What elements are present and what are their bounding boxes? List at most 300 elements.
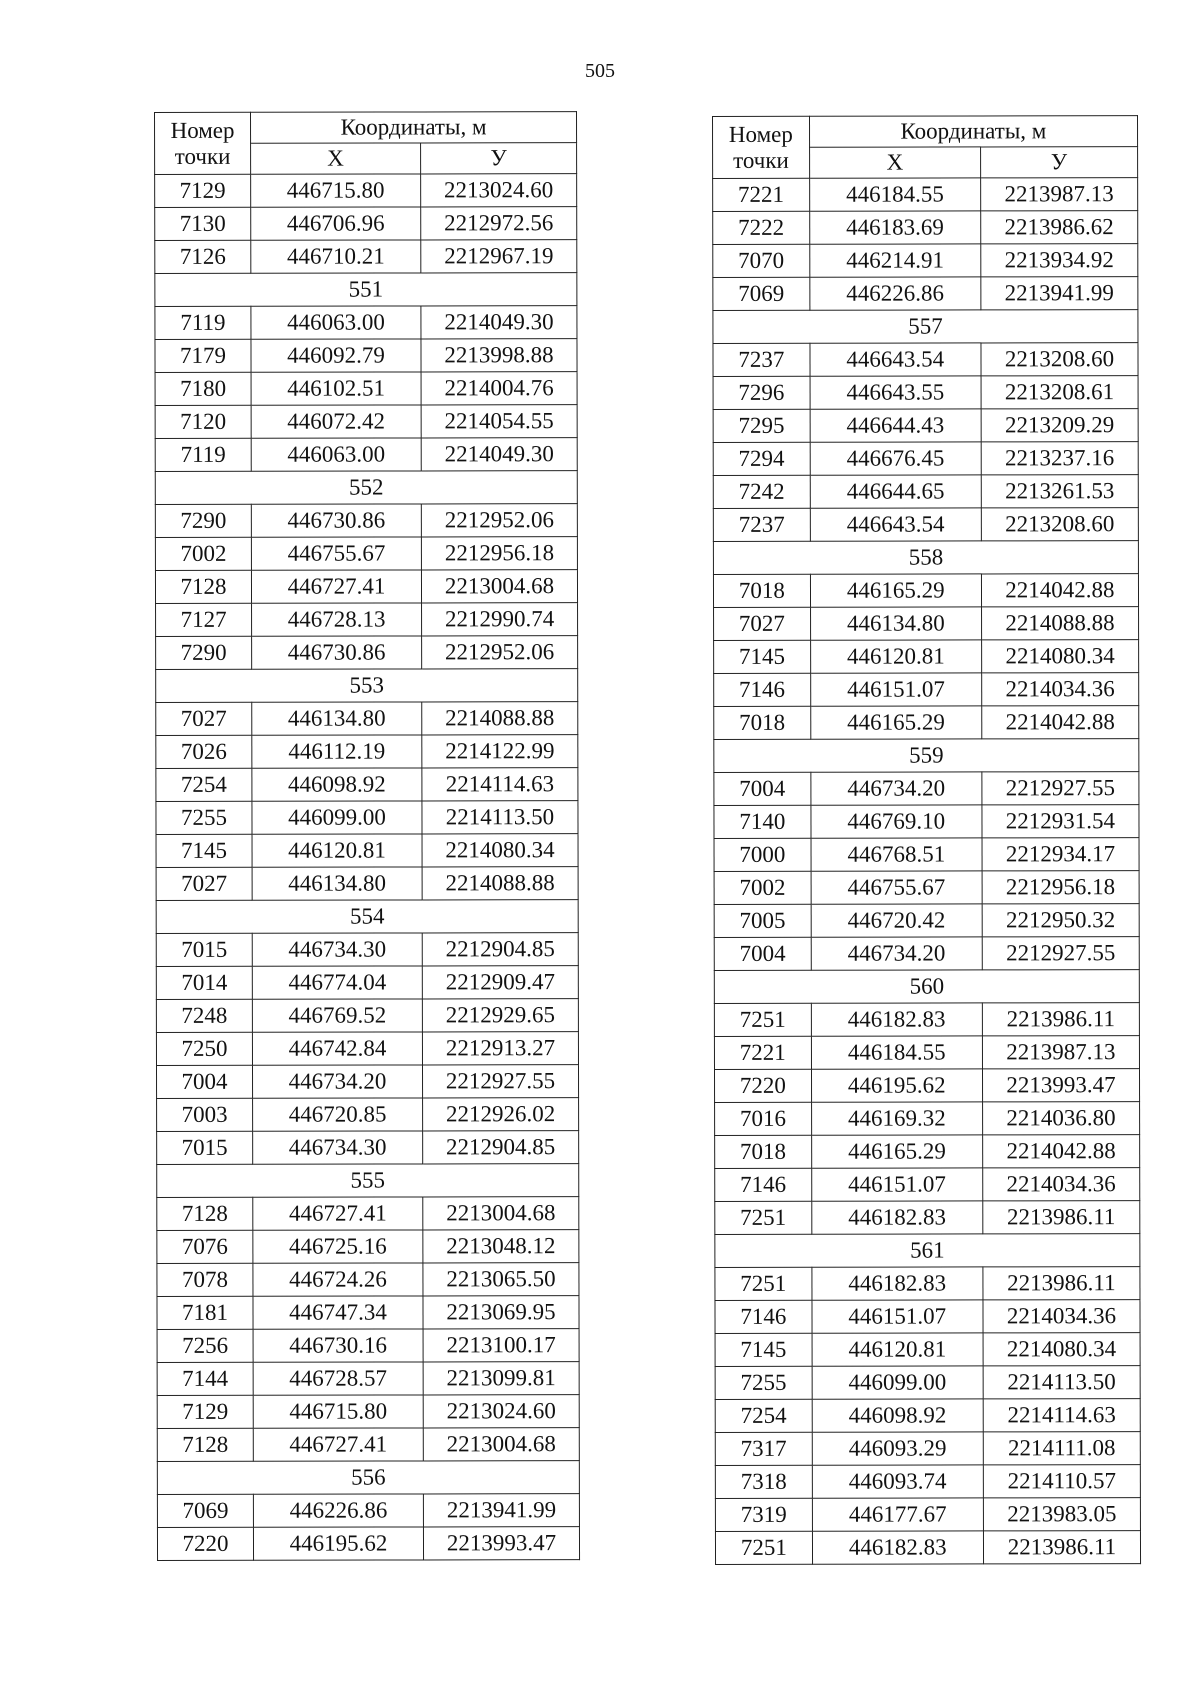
table-row <box>157 1395 579 1429</box>
y-coordinate-cell: 2214114.63 <box>422 768 578 801</box>
point-number-cell: 7119 <box>155 438 251 471</box>
section-number: 553 <box>156 669 578 703</box>
table-row <box>713 508 1138 542</box>
x-coordinate-cell: 446730.16 <box>253 1329 423 1362</box>
table-row <box>713 376 1138 410</box>
table-row <box>714 1036 1139 1070</box>
x-coordinate-cell: 446643.55 <box>810 376 981 409</box>
coordinates-table-left <box>154 111 580 1561</box>
table-row <box>156 636 578 670</box>
section-number: 555 <box>157 1164 579 1198</box>
table-row <box>713 178 1138 212</box>
x-coordinate-cell: 446676.45 <box>810 442 981 475</box>
x-coordinate-cell: 446102.51 <box>251 372 421 405</box>
table-row <box>715 1432 1140 1466</box>
section-row <box>713 541 1138 575</box>
point-number-cell: 7015 <box>157 1131 253 1164</box>
x-coordinate-cell: 446747.34 <box>253 1296 423 1329</box>
table-row <box>155 207 577 241</box>
table-row <box>156 768 578 802</box>
point-number-cell: 7000 <box>714 838 811 871</box>
x-coordinate-cell: 446184.55 <box>809 178 980 211</box>
x-coordinate-cell: 446099.00 <box>252 801 422 834</box>
x-coordinate-cell: 446768.51 <box>811 838 982 871</box>
section-row <box>714 739 1139 773</box>
section-number: 561 <box>715 1234 1140 1268</box>
table-row <box>156 1065 578 1099</box>
point-number-cell: 7220 <box>157 1527 253 1560</box>
x-coordinate-cell: 446151.07 <box>811 1168 982 1201</box>
point-number-cell: 7014 <box>156 966 252 999</box>
y-coordinate-cell: 2212927.55 <box>982 937 1139 970</box>
table-row <box>157 1263 579 1297</box>
y-coordinate-cell: 2213941.99 <box>981 277 1138 310</box>
x-coordinate-cell: 446169.32 <box>811 1102 982 1135</box>
section-number: 560 <box>714 970 1139 1004</box>
x-coordinate-cell: 446151.07 <box>812 1300 983 1333</box>
table-row <box>156 834 578 868</box>
table-row <box>157 1197 579 1231</box>
y-coordinate-cell: 2213987.13 <box>982 1036 1139 1069</box>
table-row <box>157 1296 579 1330</box>
table-row <box>155 339 577 373</box>
table-row <box>156 603 578 637</box>
y-coordinate-cell: 2213100.17 <box>423 1329 579 1362</box>
point-number-cell: 7237 <box>713 343 810 376</box>
y-coordinate-cell: 2212956.18 <box>421 537 577 570</box>
x-coordinate-cell: 446063.00 <box>251 438 421 471</box>
x-coordinate-cell: 446134.80 <box>810 607 981 640</box>
table-row <box>155 174 577 208</box>
point-number-cell: 7004 <box>714 772 811 805</box>
y-coordinate-cell: 2214042.88 <box>982 706 1139 739</box>
point-number-cell: 7004 <box>156 1065 252 1098</box>
y-coordinate-cell: 2214122.99 <box>422 735 578 768</box>
x-coordinate-cell: 446734.30 <box>252 933 422 966</box>
x-coordinate-cell: 446644.65 <box>810 475 981 508</box>
table-row <box>714 1003 1139 1037</box>
point-number-cell: 7078 <box>157 1263 253 1296</box>
table-row <box>156 999 578 1033</box>
table-row <box>715 1201 1140 1235</box>
x-coordinate-cell: 446112.19 <box>252 735 422 768</box>
section-number: 557 <box>713 310 1138 344</box>
point-number-cell: 7018 <box>714 706 811 739</box>
point-number-cell: 7015 <box>156 933 252 966</box>
point-number-cell: 7220 <box>714 1069 811 1102</box>
y-coordinate-cell: 2212904.85 <box>422 933 578 966</box>
point-number-cell: 7251 <box>715 1201 812 1234</box>
y-coordinate-cell: 2214034.36 <box>983 1168 1140 1201</box>
y-coordinate-cell: 2213024.60 <box>421 174 577 207</box>
x-coordinate-cell: 446182.83 <box>811 1201 982 1234</box>
x-coordinate-cell: 446165.29 <box>810 706 981 739</box>
y-coordinate-cell: 2213986.11 <box>983 1267 1140 1300</box>
point-number-cell: 7145 <box>715 1333 812 1366</box>
point-number-cell: 7179 <box>155 339 251 372</box>
table-row <box>155 438 577 472</box>
x-coordinate-cell: 446177.67 <box>812 1498 983 1531</box>
point-number-cell: 7128 <box>155 570 251 603</box>
y-coordinate-cell: 2214111.08 <box>983 1432 1140 1465</box>
y-coordinate-cell: 2214088.88 <box>422 867 578 900</box>
table-row <box>155 240 577 274</box>
x-coordinate-cell: 446226.86 <box>810 277 981 310</box>
section-number: 552 <box>155 471 577 505</box>
y-header: У <box>421 143 577 174</box>
x-coordinate-cell: 446182.83 <box>812 1531 983 1564</box>
table-row <box>155 504 577 538</box>
point-number-cell: 7129 <box>155 174 251 207</box>
x-coordinate-cell: 446728.13 <box>252 603 422 636</box>
y-coordinate-cell: 2213986.11 <box>983 1531 1140 1564</box>
point-number-cell: 7120 <box>155 405 251 438</box>
table-row <box>715 1135 1140 1169</box>
y-coordinate-cell: 2213208.61 <box>981 376 1138 409</box>
point-number-cell: 7255 <box>715 1366 812 1399</box>
point-number-cell: 7237 <box>713 508 810 541</box>
point-number-cell: 7146 <box>715 1168 812 1201</box>
section-row <box>713 310 1138 344</box>
y-coordinate-cell: 2213237.16 <box>981 442 1138 475</box>
table-row <box>713 211 1138 245</box>
point-number-cell: 7181 <box>157 1296 253 1329</box>
point-number-cell: 7130 <box>155 207 251 240</box>
x-coordinate-cell: 446093.74 <box>812 1465 983 1498</box>
y-coordinate-cell: 2214034.36 <box>982 673 1139 706</box>
y-coordinate-cell: 2213004.68 <box>423 1428 579 1461</box>
point-number-cell: 7251 <box>714 1003 811 1036</box>
section-number: 559 <box>714 739 1139 773</box>
y-coordinate-cell: 2214110.57 <box>983 1465 1140 1498</box>
y-coordinate-cell: 2212909.47 <box>422 966 578 999</box>
x-coordinate-cell: 446742.84 <box>252 1032 422 1065</box>
table-row <box>715 1267 1140 1301</box>
x-coordinate-cell: 446092.79 <box>251 339 421 372</box>
point-number-cell: 7018 <box>713 574 810 607</box>
y-coordinate-cell: 2213024.60 <box>423 1395 579 1428</box>
y-coordinate-cell: 2213993.47 <box>423 1527 579 1560</box>
section-row <box>714 970 1139 1004</box>
y-coordinate-cell: 2213934.92 <box>981 244 1138 277</box>
table-row <box>715 1102 1140 1136</box>
x-coordinate-cell: 446099.00 <box>812 1366 983 1399</box>
point-number-cell: 7318 <box>715 1465 812 1498</box>
x-coordinate-cell: 446715.80 <box>253 1395 423 1428</box>
x-coordinate-cell: 446727.41 <box>251 570 421 603</box>
point-number-cell: 7145 <box>156 834 252 867</box>
point-number-cell: 7296 <box>713 376 810 409</box>
point-number-cell: 7251 <box>715 1531 812 1564</box>
y-coordinate-cell: 2212990.74 <box>422 603 578 636</box>
table-row <box>714 805 1139 839</box>
section-number: 556 <box>157 1461 579 1495</box>
x-coordinate-cell: 446165.29 <box>811 1135 982 1168</box>
y-coordinate-cell: 2213986.11 <box>983 1201 1140 1234</box>
y-coordinate-cell: 2212956.18 <box>982 871 1139 904</box>
point-number-cell: 7295 <box>713 409 810 442</box>
x-coordinate-cell: 446643.54 <box>810 343 981 376</box>
point-number-cell: 7004 <box>714 937 811 970</box>
table-row <box>715 1531 1140 1565</box>
y-coordinate-cell: 2213209.29 <box>981 409 1138 442</box>
table-row <box>713 244 1138 278</box>
point-number-cell: 7128 <box>157 1428 253 1461</box>
coordinates-header: Координаты, м <box>251 112 577 144</box>
y-coordinate-cell: 2213208.60 <box>981 343 1138 376</box>
y-coordinate-cell: 2212926.02 <box>423 1098 579 1131</box>
x-header: X <box>251 143 421 174</box>
x-coordinate-cell: 446734.20 <box>811 772 982 805</box>
point-number-cell: 7003 <box>157 1098 253 1131</box>
table-row <box>713 442 1138 476</box>
x-coordinate-cell: 446734.30 <box>253 1131 423 1164</box>
table-row <box>714 772 1139 806</box>
point-number-cell: 7290 <box>155 504 251 537</box>
y-coordinate-cell: 2213983.05 <box>983 1498 1140 1531</box>
section-number: 558 <box>713 541 1138 575</box>
y-coordinate-cell: 2213004.68 <box>421 570 577 603</box>
point-number-cell: 7221 <box>714 1036 811 1069</box>
point-number-cell: 7016 <box>715 1102 812 1135</box>
x-coordinate-cell: 446214.91 <box>809 244 980 277</box>
point-number-cell: 7242 <box>713 475 810 508</box>
section-row <box>715 1234 1140 1268</box>
point-number-cell: 7254 <box>156 768 252 801</box>
point-number-cell: 7018 <box>715 1135 812 1168</box>
x-coordinate-cell: 446715.80 <box>251 174 421 207</box>
table-row <box>714 838 1139 872</box>
y-coordinate-cell: 2214004.76 <box>421 372 577 405</box>
x-coordinate-cell: 446226.86 <box>253 1494 423 1527</box>
table-row <box>715 1366 1140 1400</box>
x-coordinate-cell: 446195.62 <box>253 1527 423 1560</box>
point-number-cell: 7128 <box>157 1197 253 1230</box>
x-coordinate-cell: 446063.00 <box>251 306 421 339</box>
x-coordinate-cell: 446730.86 <box>252 636 422 669</box>
y-coordinate-cell: 2212972.56 <box>421 207 577 240</box>
y-coordinate-cell: 2214080.34 <box>981 640 1138 673</box>
point-number-cell: 7126 <box>155 240 251 273</box>
x-coordinate-cell: 446727.41 <box>253 1428 423 1461</box>
right-table-body <box>713 178 1141 1565</box>
y-coordinate-cell: 2213208.60 <box>981 508 1138 541</box>
y-coordinate-cell: 2214114.63 <box>983 1399 1140 1432</box>
x-coordinate-cell: 446093.29 <box>812 1432 983 1465</box>
table-row <box>713 277 1138 311</box>
section-row <box>157 1164 579 1198</box>
y-coordinate-cell: 2213099.81 <box>423 1362 579 1395</box>
table-row <box>713 574 1138 608</box>
table-row <box>715 1168 1140 1202</box>
y-coordinate-cell: 2212913.27 <box>422 1032 578 1065</box>
y-coordinate-cell: 2214080.34 <box>983 1333 1140 1366</box>
y-coordinate-cell: 2212927.55 <box>422 1065 578 1098</box>
y-coordinate-cell: 2212952.06 <box>421 504 577 537</box>
table-row <box>157 1494 579 1528</box>
y-coordinate-cell: 2213998.88 <box>421 339 577 372</box>
table-row <box>715 1465 1140 1499</box>
x-coordinate-cell: 446165.29 <box>810 574 981 607</box>
point-number-cell: 7221 <box>713 178 810 211</box>
point-number-cell: 7146 <box>714 673 811 706</box>
point-number-cell: 7319 <box>715 1498 812 1531</box>
y-coordinate-cell: 2213987.13 <box>980 178 1137 211</box>
left-table-body <box>155 174 580 1561</box>
point-header-line2: точки <box>733 147 789 173</box>
table-row <box>714 937 1139 971</box>
table-row <box>715 1399 1140 1433</box>
point-number-cell: 7251 <box>715 1267 812 1300</box>
x-coordinate-cell: 446730.86 <box>251 504 421 537</box>
point-number-cell: 7146 <box>715 1300 812 1333</box>
section-row <box>155 471 577 505</box>
y-coordinate-cell: 2214049.30 <box>421 438 577 471</box>
point-number-cell: 7027 <box>714 607 811 640</box>
table-row <box>156 933 578 967</box>
x-coordinate-cell: 446769.10 <box>811 805 982 838</box>
table-row <box>714 640 1139 674</box>
coordinates-header: Координаты, м <box>809 116 1137 148</box>
point-number-cell: 7140 <box>714 805 811 838</box>
x-coordinate-cell: 446643.54 <box>810 508 981 541</box>
x-coordinate-cell: 446072.42 <box>251 405 421 438</box>
x-coordinate-cell: 446706.96 <box>251 207 421 240</box>
y-header: У <box>980 147 1137 178</box>
section-row <box>156 900 578 934</box>
table-row <box>157 1131 579 1165</box>
point-number-cell: 7027 <box>156 702 252 735</box>
point-number-cell: 7317 <box>715 1432 812 1465</box>
point-number-cell: 7119 <box>155 306 251 339</box>
x-coordinate-cell: 446728.57 <box>253 1362 423 1395</box>
point-number-header <box>155 112 251 174</box>
y-coordinate-cell: 2213048.12 <box>423 1230 579 1263</box>
point-number-cell: 7002 <box>155 537 251 570</box>
x-coordinate-cell: 446755.67 <box>811 871 982 904</box>
y-coordinate-cell: 2214113.50 <box>422 801 578 834</box>
table-row <box>157 1098 579 1132</box>
table-row <box>156 702 578 736</box>
point-number-cell: 7002 <box>714 871 811 904</box>
point-number-cell: 7127 <box>156 603 252 636</box>
y-coordinate-cell: 2213065.50 <box>423 1263 579 1296</box>
table-row <box>155 372 577 406</box>
point-number-cell: 7248 <box>156 999 252 1032</box>
x-coordinate-cell: 446725.16 <box>253 1230 423 1263</box>
x-coordinate-cell: 446774.04 <box>252 966 422 999</box>
point-number-cell: 7069 <box>713 277 810 310</box>
page-number: 505 <box>585 60 615 82</box>
x-coordinate-cell: 446182.83 <box>811 1003 982 1036</box>
table-row <box>157 1230 579 1264</box>
point-number-cell: 7076 <box>157 1230 253 1263</box>
x-coordinate-cell: 446644.43 <box>810 409 981 442</box>
coordinates-table-right <box>712 115 1141 1565</box>
table-row <box>713 475 1138 509</box>
table-row <box>156 801 578 835</box>
x-coordinate-cell: 446098.92 <box>812 1399 983 1432</box>
y-coordinate-cell: 2214049.30 <box>421 306 577 339</box>
point-number-cell: 7005 <box>714 904 811 937</box>
x-coordinate-cell: 446727.41 <box>253 1197 423 1230</box>
x-coordinate-cell: 446195.62 <box>811 1069 982 1102</box>
point-number-cell: 7256 <box>157 1329 253 1362</box>
point-number-cell: 7027 <box>156 867 252 900</box>
point-number-cell: 7290 <box>156 636 252 669</box>
table-row <box>714 1069 1139 1103</box>
table-row <box>714 673 1139 707</box>
table-row <box>155 570 577 604</box>
table-row <box>157 1329 579 1363</box>
x-header: X <box>809 147 980 178</box>
x-coordinate-cell: 446710.21 <box>251 240 421 273</box>
x-coordinate-cell: 446120.81 <box>812 1333 983 1366</box>
y-coordinate-cell: 2214113.50 <box>983 1366 1140 1399</box>
y-coordinate-cell: 2213986.11 <box>982 1003 1139 1036</box>
x-coordinate-cell: 446183.69 <box>809 211 980 244</box>
table-row <box>713 343 1138 377</box>
y-coordinate-cell: 2214088.88 <box>981 607 1138 640</box>
point-number-cell: 7026 <box>156 735 252 768</box>
y-coordinate-cell: 2212950.32 <box>982 904 1139 937</box>
y-coordinate-cell: 2213941.99 <box>423 1494 579 1527</box>
point-number-cell: 7250 <box>156 1032 252 1065</box>
table-row <box>715 1333 1140 1367</box>
y-coordinate-cell: 2214042.88 <box>982 1135 1139 1168</box>
table-row <box>157 1362 579 1396</box>
x-coordinate-cell: 446720.85 <box>253 1098 423 1131</box>
point-number-cell: 7255 <box>156 801 252 834</box>
point-number-cell: 7294 <box>713 442 810 475</box>
section-row <box>155 273 577 307</box>
table-row <box>714 871 1139 905</box>
x-coordinate-cell: 446120.81 <box>252 834 422 867</box>
y-coordinate-cell: 2213993.47 <box>982 1069 1139 1102</box>
x-coordinate-cell: 446720.42 <box>811 904 982 937</box>
point-number-cell: 7254 <box>715 1399 812 1432</box>
y-coordinate-cell: 2213986.62 <box>981 211 1138 244</box>
section-row <box>157 1461 579 1495</box>
x-coordinate-cell: 446151.07 <box>810 673 981 706</box>
y-coordinate-cell: 2212904.85 <box>423 1131 579 1164</box>
table-row <box>155 306 577 340</box>
x-coordinate-cell: 446134.80 <box>252 867 422 900</box>
x-coordinate-cell: 446182.83 <box>812 1267 983 1300</box>
table-row <box>155 405 577 439</box>
y-coordinate-cell: 2212952.06 <box>422 636 578 669</box>
x-coordinate-cell: 446734.20 <box>252 1065 422 1098</box>
y-coordinate-cell: 2212967.19 <box>421 240 577 273</box>
table-row <box>156 966 578 1000</box>
point-number-cell: 7129 <box>157 1395 253 1428</box>
y-coordinate-cell: 2214054.55 <box>421 405 577 438</box>
x-coordinate-cell: 446724.26 <box>253 1263 423 1296</box>
section-number: 551 <box>155 273 577 307</box>
x-coordinate-cell: 446769.52 <box>252 999 422 1032</box>
point-header-line2: точки <box>174 143 231 169</box>
table-row <box>156 735 578 769</box>
point-number-header <box>713 116 810 178</box>
y-coordinate-cell: 2214036.80 <box>982 1102 1139 1135</box>
table-row <box>156 867 578 901</box>
point-header-line1: Номер <box>728 121 793 147</box>
table-row <box>714 607 1139 641</box>
x-coordinate-cell: 446734.20 <box>811 937 982 970</box>
point-number-cell: 7070 <box>713 244 810 277</box>
table-row <box>715 1300 1140 1334</box>
y-coordinate-cell: 2213069.95 <box>423 1296 579 1329</box>
